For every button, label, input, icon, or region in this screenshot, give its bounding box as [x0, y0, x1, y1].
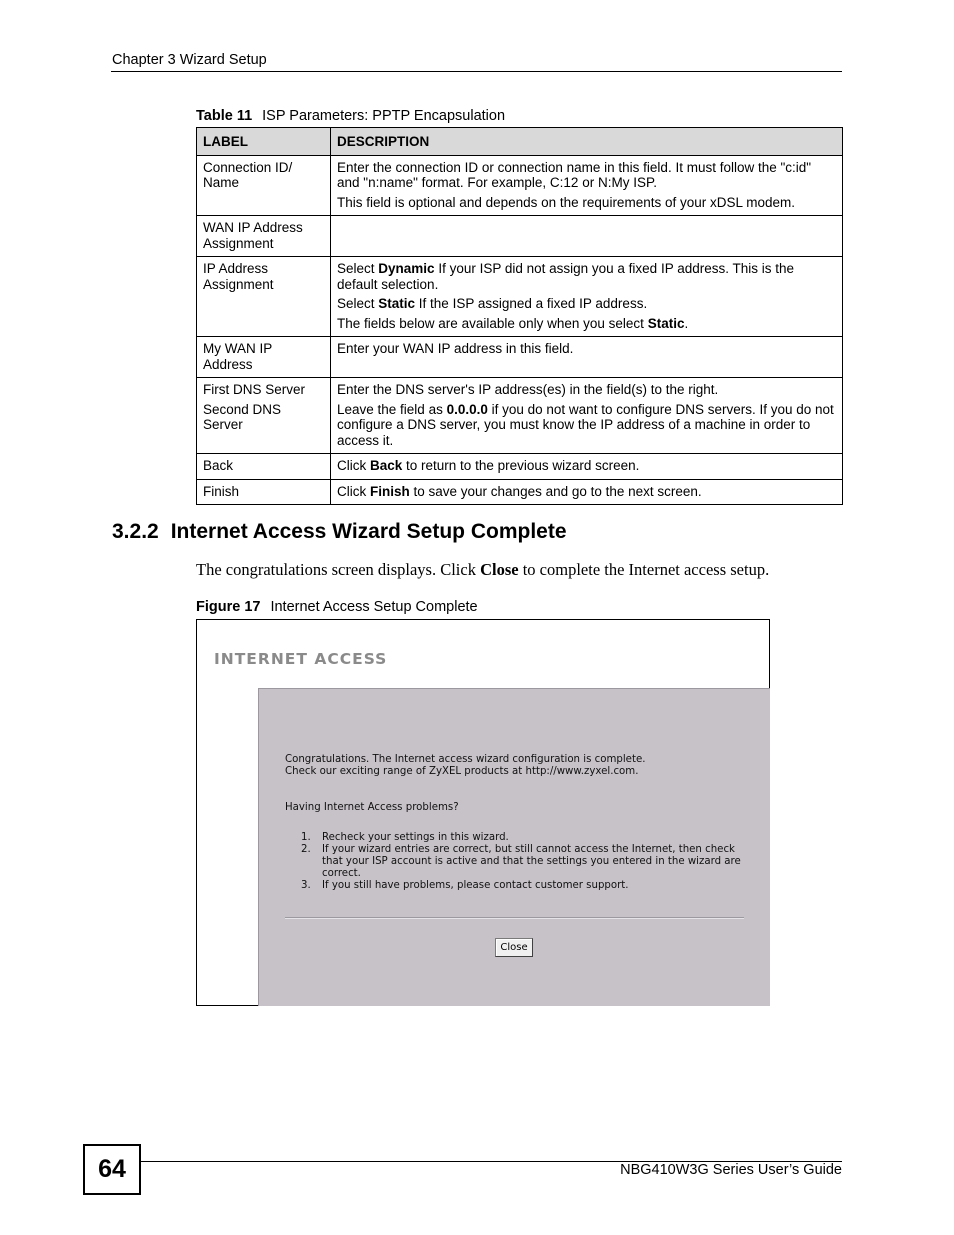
row-description — [331, 479, 843, 505]
troubleshooting-steps — [285, 832, 745, 892]
figure-screenshot — [196, 619, 770, 1006]
figure-caption-text: Internet Access Setup Complete — [270, 599, 478, 615]
wizard-panel — [258, 688, 770, 1006]
row-label — [197, 257, 331, 337]
description-keyword: Finish — [370, 483, 410, 499]
table-header-row — [197, 128, 843, 156]
table-body — [197, 155, 843, 505]
table-row — [197, 337, 843, 378]
table-caption — [196, 108, 505, 124]
description-text: if you do not want to configure DNS servers. If you do not configure a DNS server, you must know the IP address of a machine in order to access it. — [337, 401, 834, 448]
close-button[interactable]: Close — [495, 938, 533, 957]
row-label-text: Connection ID/ Name — [203, 159, 293, 190]
body-text-post: to complete the Internet access setup. — [518, 560, 770, 579]
step-number: 2. — [301, 844, 311, 855]
table-caption-label: Table 11 — [196, 108, 253, 124]
description-text: to return to the previous wizard screen. — [402, 458, 640, 473]
description-paragraph — [337, 296, 836, 312]
description-paragraph — [337, 484, 836, 500]
page-number: 64 — [83, 1144, 141, 1195]
row-label-text: Finish — [203, 483, 240, 499]
description-text: Click — [337, 458, 370, 473]
row-label — [197, 454, 331, 480]
row-description — [331, 216, 843, 257]
description-paragraph — [337, 402, 836, 449]
row-description — [331, 155, 843, 216]
list-item — [285, 844, 745, 880]
description-paragraph — [337, 316, 836, 332]
chapter-header: Chapter 3 Wizard Setup — [112, 52, 267, 68]
description-text: . — [684, 315, 689, 331]
description-text: Select — [337, 296, 379, 311]
panel-divider — [285, 917, 744, 919]
congratulations-message: Congratulations. The Internet access wizard configuration is complete. — [285, 754, 646, 765]
table-row — [197, 155, 843, 216]
description-keyword: 0.0.0.0 — [446, 401, 488, 417]
table-row — [197, 378, 843, 454]
description-paragraph: This field is optional and depends on the requirements of your xDSL modem. — [337, 194, 796, 210]
description-keyword: Back — [370, 458, 403, 473]
table-caption-text: ISP Parameters: PPTP Encapsulation — [262, 108, 506, 124]
figure-caption — [196, 599, 478, 615]
row-label-text: IP Address Assignment — [203, 261, 274, 292]
section-title: Internet Access Wizard Setup Complete — [170, 520, 567, 543]
description-paragraph — [337, 458, 836, 474]
column-header-label: LABEL — [197, 128, 331, 156]
row-label-text: WAN IP Address Assignment — [203, 220, 303, 251]
table-row — [197, 257, 843, 337]
description-keyword: Dynamic — [378, 261, 435, 276]
footer-guide-title: NBG410W3G Series User’s Guide — [620, 1162, 842, 1178]
step-text: If your wizard entries are correct, but still cannot access the Internet, then check that your ISP account is active and that the settings you entered in the wizard are correct. — [322, 844, 741, 879]
step-number: 1. — [301, 832, 311, 843]
section-number: 3.2.2 — [112, 520, 159, 543]
description-paragraph — [337, 261, 836, 292]
section-heading — [112, 520, 567, 544]
row-label-text: Back — [203, 458, 234, 473]
list-item — [285, 832, 745, 844]
description-paragraph: Enter the DNS server's IP address(es) in the field(s) to the right. — [337, 382, 719, 397]
body-text-bold: Close — [480, 560, 519, 579]
step-text: Recheck your settings in this wizard. — [322, 832, 509, 843]
header-rule — [111, 71, 842, 72]
table-row — [197, 479, 843, 505]
internet-access-title: INTERNET ACCESS — [214, 650, 388, 668]
problems-heading: Having Internet Access problems? — [285, 802, 459, 813]
row-label-text: My WAN IP Address — [203, 341, 273, 372]
description-keyword: Static — [647, 315, 685, 331]
description-text: Select — [337, 261, 379, 276]
row-label — [197, 378, 331, 454]
row-label — [197, 155, 331, 216]
row-description — [331, 378, 843, 454]
description-keyword: Static — [378, 296, 416, 311]
description-text: If the ISP assigned a fixed IP address. — [415, 296, 648, 311]
table-row — [197, 216, 843, 257]
body-text-pre: The congratulations screen displays. Click — [196, 560, 481, 579]
description-text: Leave the field as — [337, 401, 447, 417]
description-text: If your ISP did not assign you a fixed IP address. This is the default selection. — [337, 261, 795, 292]
step-text: If you still have problems, please contact customer support. — [322, 880, 629, 891]
table-row — [197, 454, 843, 480]
description-text: to save your changes and go to the next screen. — [409, 483, 702, 499]
zyxel-products-message: Check our exciting range of ZyXEL products at http://www.zyxel.com. — [285, 766, 639, 777]
row-label — [197, 479, 331, 505]
step-number: 3. — [301, 880, 311, 891]
description-paragraph: Enter your WAN IP address in this field. — [337, 341, 574, 356]
figure-caption-label: Figure 17 — [196, 599, 261, 615]
row-description — [331, 454, 843, 480]
row-description — [331, 337, 843, 378]
list-item — [285, 880, 745, 892]
row-description — [331, 257, 843, 337]
description-paragraph: Enter the connection ID or connection name in this field. It must follow the "c:id" and "n:name" format. For example, C:12 or N:My ISP. — [337, 159, 812, 190]
isp-parameters-table — [196, 127, 843, 505]
row-label — [197, 216, 331, 257]
description-text: The fields below are available only when you select — [337, 315, 648, 331]
row-label-text: Second DNS Server — [203, 401, 282, 432]
column-header-description: DESCRIPTION — [331, 128, 843, 156]
row-label — [197, 337, 331, 378]
body-paragraph — [196, 560, 769, 580]
row-label-text: First DNS Server — [203, 382, 306, 397]
description-text: Click — [337, 483, 370, 499]
